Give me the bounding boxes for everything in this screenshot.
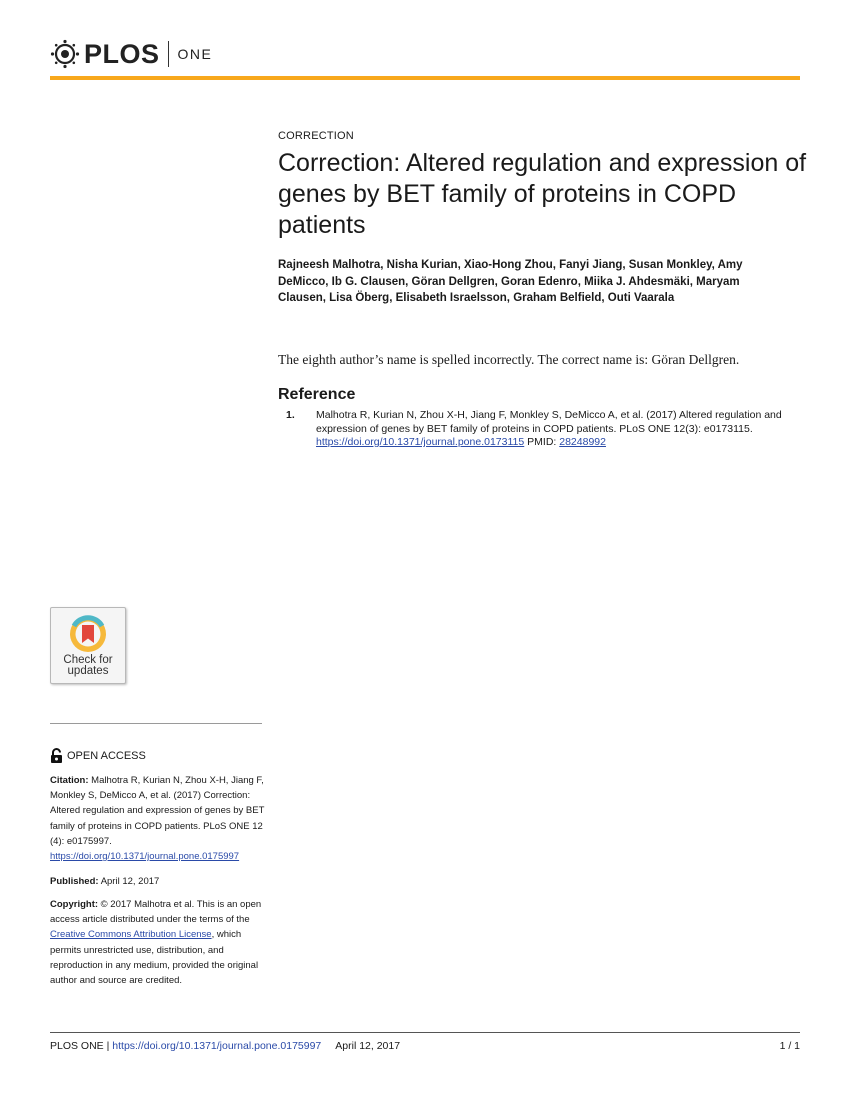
logo-plos-text: PLOS [84,38,160,69]
reference-text-block [316,409,798,450]
copyright-block [50,897,265,988]
published-date: April 12, 2017 [100,876,160,887]
reference-pmid-link[interactable]: 28248992 [559,436,606,448]
open-lock-icon [50,748,63,763]
correction-body: The eighth author’s name is spelled incorrectly. The correct name is: Göran Dellgren. [278,352,740,367]
reference-number: 1. [286,409,295,421]
check-for-updates-icon [68,613,108,655]
page-footer [50,1040,800,1052]
footer-journal: PLOS ONE | [50,1040,110,1052]
logo-one-text: ONE [177,46,213,62]
published-block [50,874,265,889]
badge-label-line1: Check for [63,654,113,666]
license-link[interactable]: Creative Commons Attribution License [50,929,212,941]
article-title: Correction: Altered regulation and expression of genes by BET family of proteins in COPD patients [278,149,807,239]
open-access-label [50,748,146,763]
plos-one-logo [50,38,212,70]
copyright-text: © 2017 Malhotra et al. This is an open access article distributed under the terms of the [50,899,262,926]
sidebar-divider [50,723,262,724]
copyright-label: Copyright: [50,899,99,910]
reference-heading: Reference [278,386,356,403]
reference-item [278,409,798,450]
badge-label-line2: updates [67,665,109,677]
header-accent-rule [50,76,800,80]
reference-pmid-label: PMID: [527,436,557,448]
reference-doi-link[interactable]: https://doi.org/10.1371/journal.pone.0173115 [316,436,525,448]
reference-text: Malhotra R, Kurian N, Zhou X-H, Jiang F, Monkley S, DeMicco A, et al. (2017) Altered regulation and expression of genes by BET family of proteins in COPD patients. PLoS ONE 12(3): e0173115. [316,409,782,435]
open-access-text: OPEN ACCESS [67,749,146,762]
footer-doi-link[interactable]: https://doi.org/10.1371/journal.pone.0175997 [112,1040,322,1052]
author-list: Rajneesh Malhotra, Nisha Kurian, Xiao-Hong Zhou, Fanyi Jiang, Susan Monkley, Amy DeMicco, Ib G. Clausen, Göran Dellgren, Goran Edenro, Miika J. Ahdesmäki, Maryam Clausen, Lisa Öberg, Elisabeth Israelsson, Graham Belfield, Outi Vaarala [278,259,743,304]
copyright-text-end: , which permits unrestricted use, distribution, and reproduction in any medium, provided the original author and source are credited. [50,929,259,987]
article-type: CORRECTION [278,130,354,142]
plos-logo-icon [50,39,80,69]
footer-rule [50,1032,800,1033]
citation-text: Malhotra R, Kurian N, Zhou X-H, Jiang F, Monkley S, DeMicco A, et al. (2017) Correction: Altered regulation and expression of genes by BET family of proteins in COPD patients. PLoS ONE 12 (4): e0175997. [50,775,265,847]
citation-label: Citation: [50,775,89,786]
logo-divider [168,41,169,67]
published-label: Published: [50,876,99,887]
citation-doi-link[interactable]: https://doi.org/10.1371/journal.pone.0175997 [50,851,240,863]
page-number: 1 / 1 [779,1040,800,1052]
check-for-updates-button[interactable] [50,607,126,684]
footer-date: April 12, 2017 [335,1040,401,1052]
citation-block [50,773,265,864]
